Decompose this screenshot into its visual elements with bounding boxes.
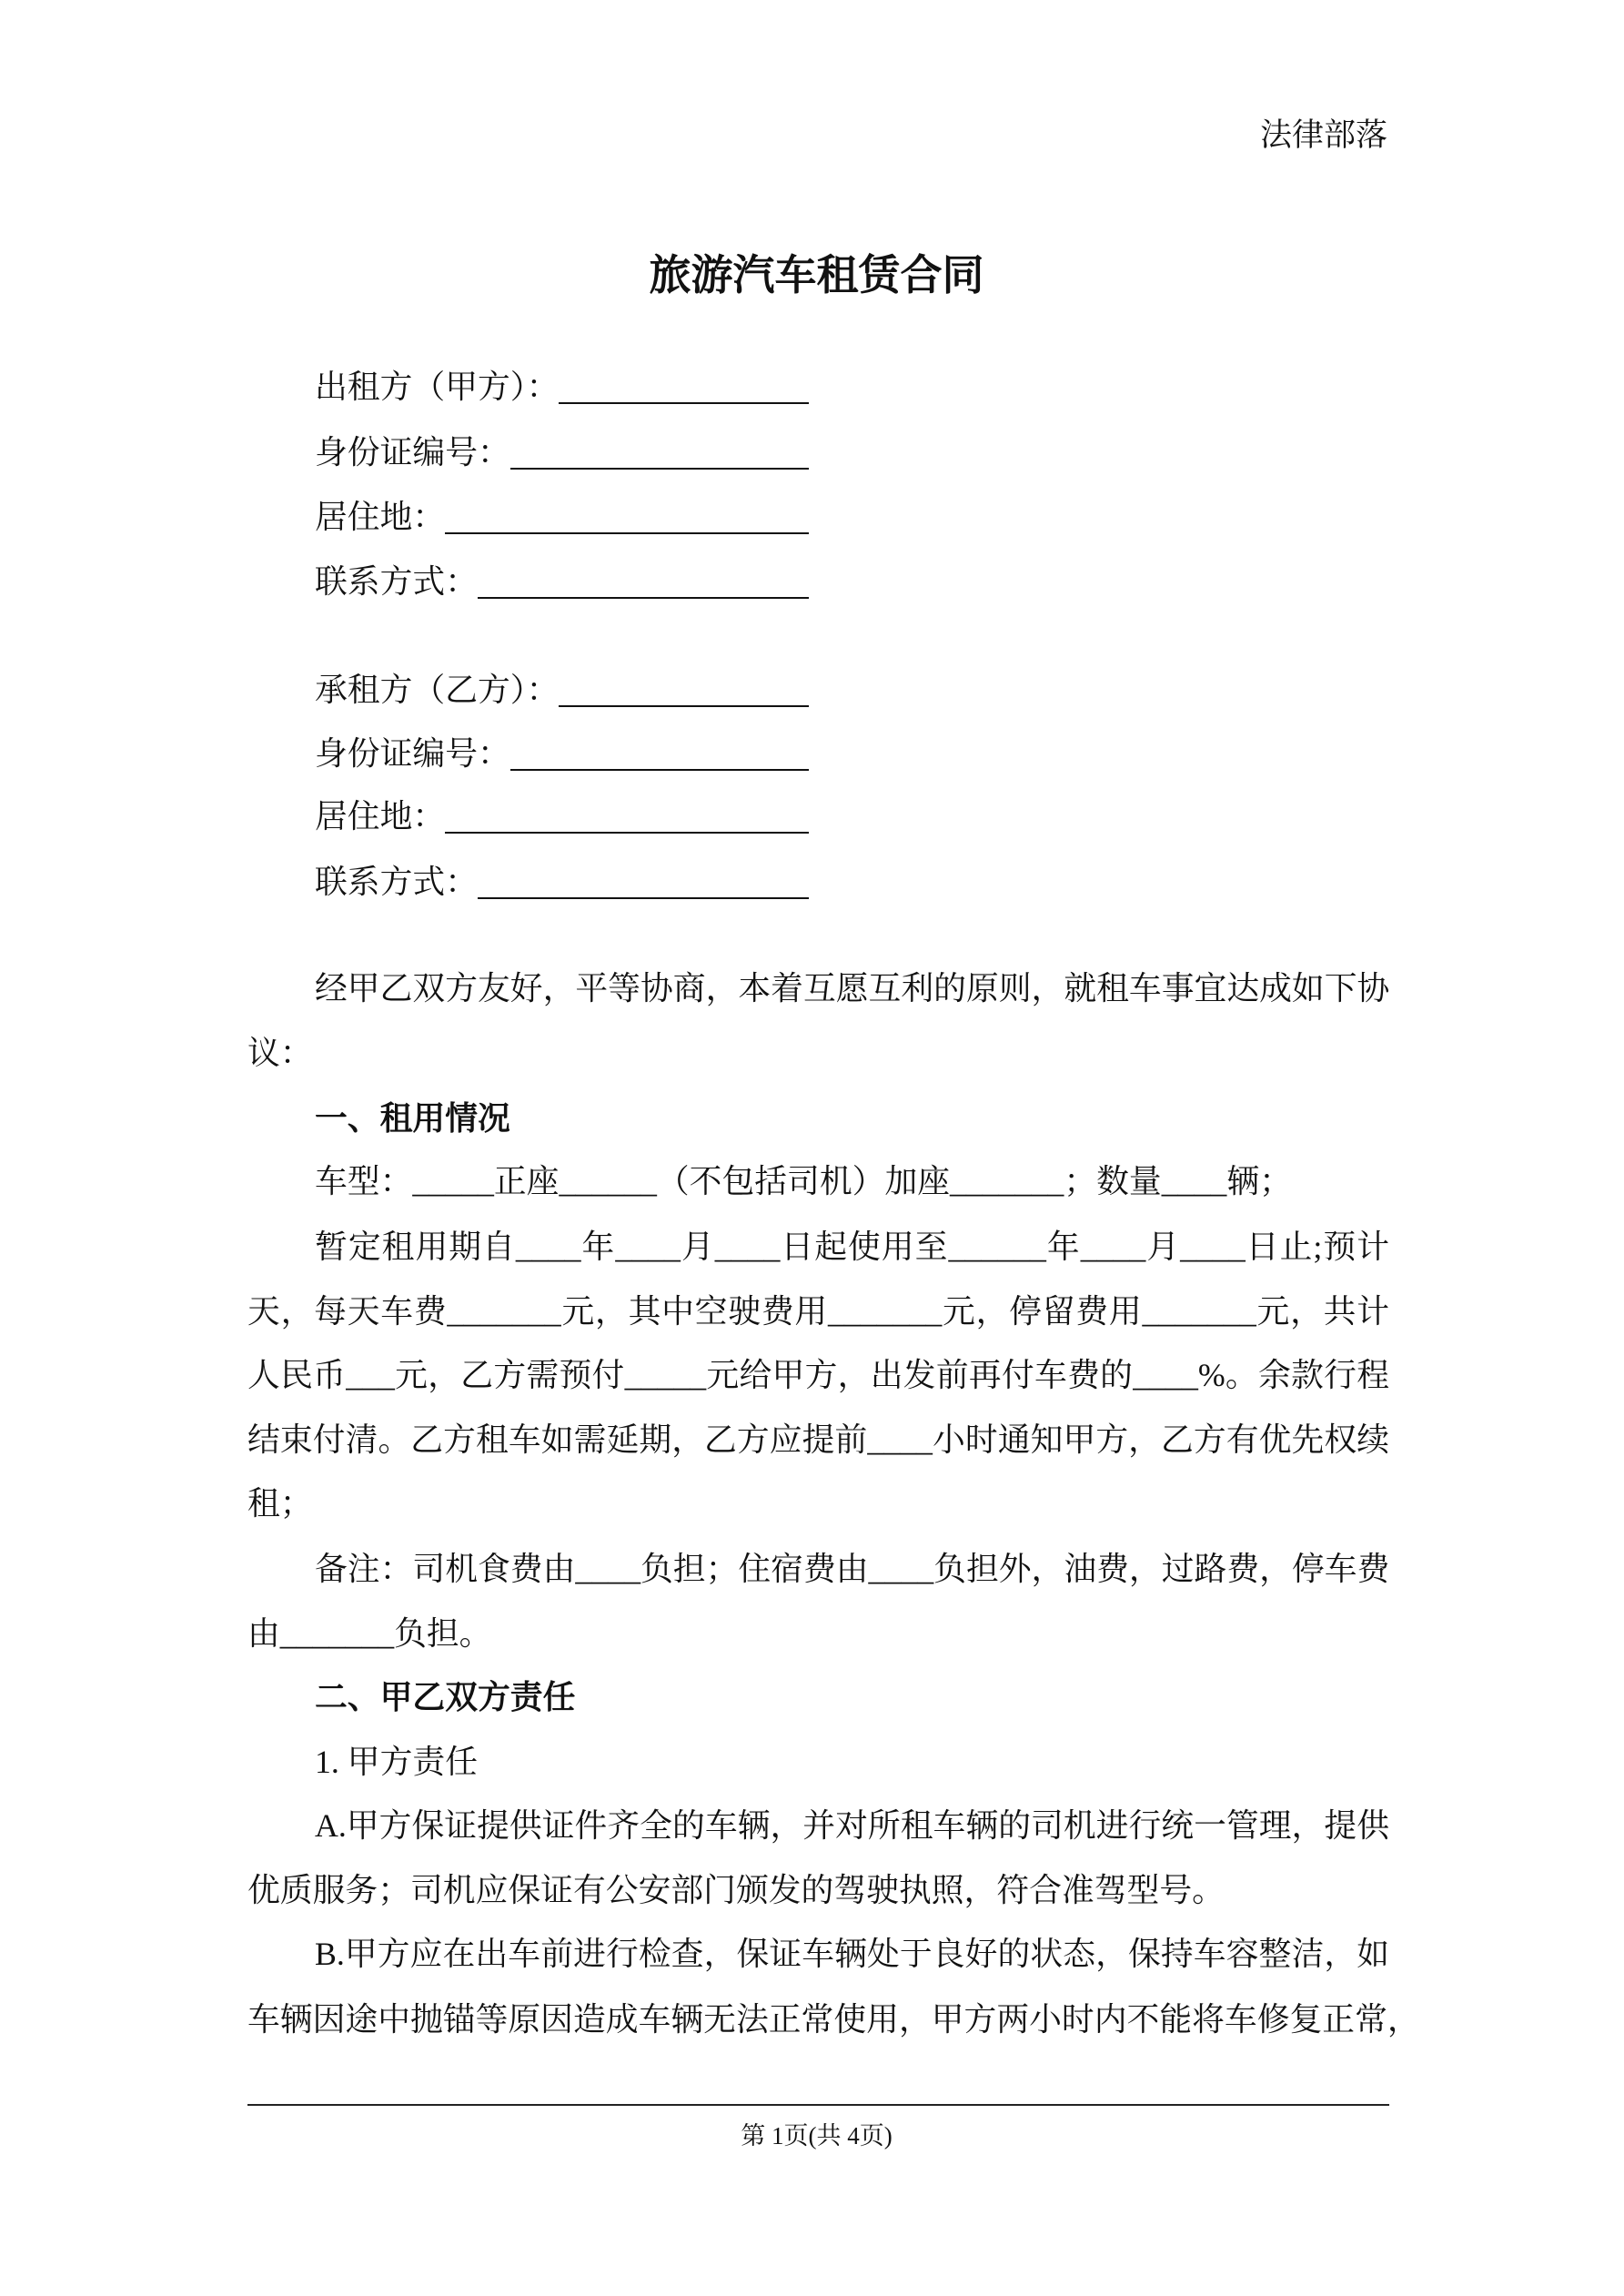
field-label: 居住地： (315, 499, 446, 535)
field-label: 联系方式： (315, 864, 478, 900)
lessor-address-field[interactable] (315, 485, 809, 550)
clause-a-line: A.甲方保证提供证件齐全的车辆，并对所租车辆的司机进行统一管理，提供 (315, 1807, 1389, 1844)
period-line: 暂定租用期自____年____月____日起使用至______年____月____日止;预计 (315, 1229, 1389, 1265)
field-label: 出租方（甲方）： (315, 369, 560, 405)
field-label: 承租方（乙方）： (315, 672, 560, 708)
note-line: 备注：司机食费由____负担；住宿费由____负担外，油费，过路费，停车费 (315, 1551, 1390, 1587)
clause-b-line: B.甲方应在出车前进行检查，保证车辆处于良好的状态，保持车容整洁，如 (315, 1936, 1389, 1972)
period-line: 人民币___元，乙方需预付_____元给甲方，出发前再付车费的____%。余款行程 (247, 1357, 1389, 1393)
field-blank[interactable] (478, 850, 809, 899)
section-heading: 二、甲乙双方责任 (315, 1679, 576, 1715)
lessor-contact-field[interactable] (315, 550, 809, 614)
lessee-address-field[interactable] (315, 784, 809, 849)
document-title: 旅游汽车租赁合同 (649, 252, 984, 298)
subsection-heading: 1. 甲方责任 (315, 1744, 478, 1780)
lessee-id-field[interactable] (315, 722, 809, 786)
header-brand: 法律部落 (1259, 117, 1387, 153)
field-blank[interactable] (559, 355, 809, 404)
field-blank[interactable] (445, 784, 809, 834)
lessor-name-field[interactable] (315, 355, 809, 420)
lessor-id-field[interactable] (315, 420, 809, 485)
field-blank[interactable] (478, 550, 809, 599)
clause-a-line: 优质服务；司机应保证有公安部门颁发的驾驶执照，符合准驾型号。 (247, 1872, 1225, 1908)
field-label: 身份证编号： (315, 434, 510, 470)
field-label: 联系方式： (315, 563, 478, 600)
section-heading: 一、租用情况 (315, 1100, 510, 1137)
footer-divider (247, 2104, 1389, 2106)
lessee-contact-field[interactable] (315, 850, 809, 915)
field-label: 身份证编号： (315, 735, 510, 772)
intro-line: 经甲乙双方友好，平等协商，本着互愿互利的原则，就租车事宜达成如下协 (315, 970, 1390, 1006)
lessee-name-field[interactable] (315, 658, 809, 723)
period-line: 天，每天车费_______元，其中空驶费用_______元，停留费用_______元，共计 (247, 1293, 1389, 1330)
field-blank[interactable] (510, 420, 809, 470)
field-blank[interactable] (559, 658, 809, 707)
period-line: 结束付清。乙方租车如需延期，乙方应提前____小时通知甲方，乙方有优先权续 (247, 1421, 1389, 1458)
field-label: 居住地： (315, 798, 446, 834)
page-number: 第 1页(共 4页) (741, 2122, 893, 2149)
field-blank[interactable] (510, 722, 809, 771)
field-blank[interactable] (445, 485, 809, 534)
vehicle-line: 车型：_____正座______（不包括司机）加座_______；数量____辆； (315, 1163, 1292, 1199)
clause-b-line: 车辆因途中抛锚等原因造成车辆无法正常使用，甲方两小时内不能将车修复正常， (247, 2001, 1420, 2038)
period-line: 租； (247, 1485, 313, 1522)
intro-line: 议： (247, 1035, 313, 1071)
note-line: 由_______负担。 (247, 1615, 492, 1652)
